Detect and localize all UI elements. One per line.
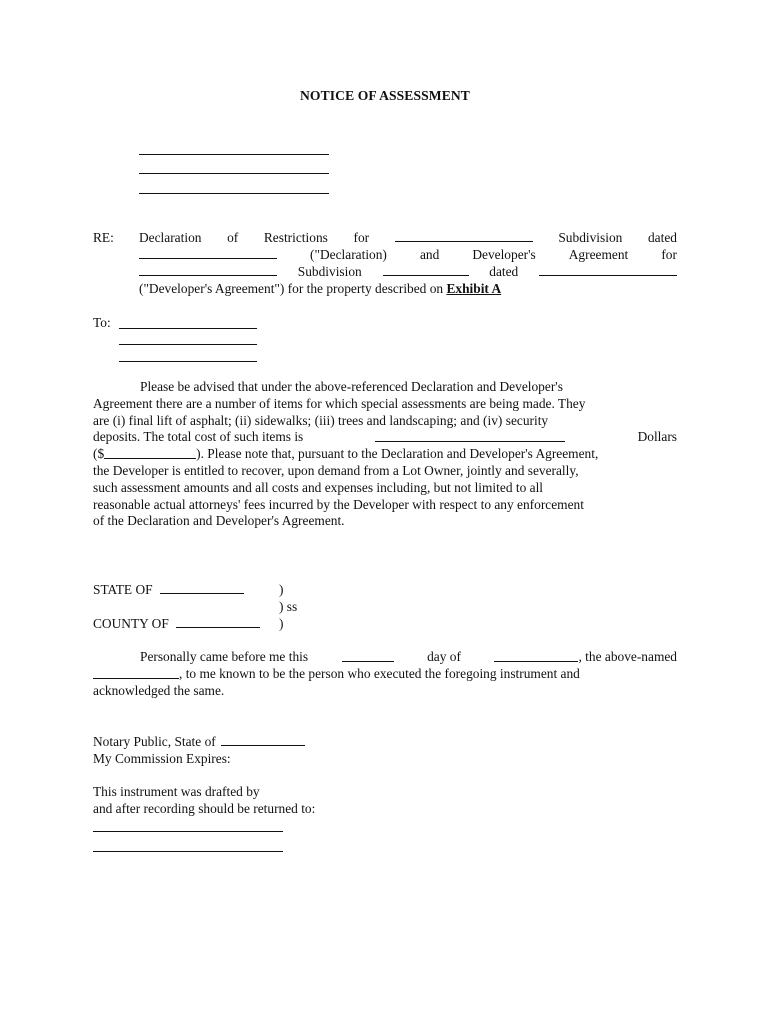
agreement-date-blank[interactable] xyxy=(539,263,677,276)
re-line-2: ("Declaration) and Developer's Agreement for xyxy=(139,246,677,263)
to-line-2[interactable] xyxy=(119,344,257,345)
re-line-3: Subdivision dated xyxy=(139,263,677,280)
total-cost-amount-blank[interactable] xyxy=(104,446,196,459)
county-blank[interactable] xyxy=(176,615,260,628)
subdivision-name-blank[interactable] xyxy=(395,229,533,242)
notary-state-blank[interactable] xyxy=(221,733,305,746)
named-person-blank[interactable] xyxy=(93,666,179,679)
acknowledgment-paragraph: Personally came before me this day of , the above-named , to me known to be the person who executed the foregoing instrument and acknowledged the same. xyxy=(93,649,677,698)
commission-expires: My Commission Expires: xyxy=(93,751,231,766)
venue-ss: ) ss xyxy=(279,599,298,614)
page-title: NOTICE OF ASSESSMENT xyxy=(300,88,470,103)
drafted-by-line-1: This instrument was drafted by xyxy=(93,784,260,799)
return-to-line-2[interactable] xyxy=(93,851,283,852)
venue-paren-2: ) xyxy=(279,616,284,631)
notice-paragraph: Please be advised that under the above-referenced Declaration and Developer's Agreement there are a number of items for which special assessments are being made. They are (i) final lift of asphalt; (ii) sidewalks; (iii) trees and landscaping; and (iv) security deposits. The total cost of such items is Dollars ($ ). Please note that, pursuant to the Declaration and Developer's Agreement, the Developer is entitled to recover, upon demand from a Lot Owner, jointly and severally, such assessment amounts and all costs and expenses including, but not limited to all reasonable actual attorneys' fees incurred by the Developer with respect to any enforcement of the Declaration and Developer's Agreement. xyxy=(93,379,677,529)
subdivision-blank-2[interactable] xyxy=(383,263,469,276)
return-to-line-1[interactable] xyxy=(93,831,283,832)
re-line-4: ("Developer's Agreement") for the property described on Exhibit A xyxy=(139,281,502,296)
agreement-party-blank[interactable] xyxy=(139,263,277,276)
to-line-3[interactable] xyxy=(119,361,257,362)
state-of-row: STATE OF xyxy=(93,581,244,598)
address-line-1[interactable] xyxy=(139,154,329,155)
re-line-1: Declaration of Restrictions for Subdivision dated xyxy=(139,230,677,245)
re-label: RE: xyxy=(93,230,114,245)
address-line-2[interactable] xyxy=(139,173,329,174)
declaration-date-blank[interactable] xyxy=(139,246,277,259)
address-line-3[interactable] xyxy=(139,193,329,194)
notary-state-row: Notary Public, State of xyxy=(93,733,305,750)
to-line-1[interactable] xyxy=(119,328,257,329)
total-cost-words-blank[interactable] xyxy=(375,429,565,442)
month-blank[interactable] xyxy=(494,649,578,662)
venue-paren-1: ) xyxy=(279,582,284,597)
county-of-row: COUNTY OF xyxy=(93,615,260,632)
state-blank[interactable] xyxy=(160,581,244,594)
to-label: To: xyxy=(93,315,111,330)
drafted-by-line-2: and after recording should be returned to: xyxy=(93,801,316,816)
exhibit-a-reference: Exhibit A xyxy=(446,281,502,296)
day-blank[interactable] xyxy=(342,649,394,662)
